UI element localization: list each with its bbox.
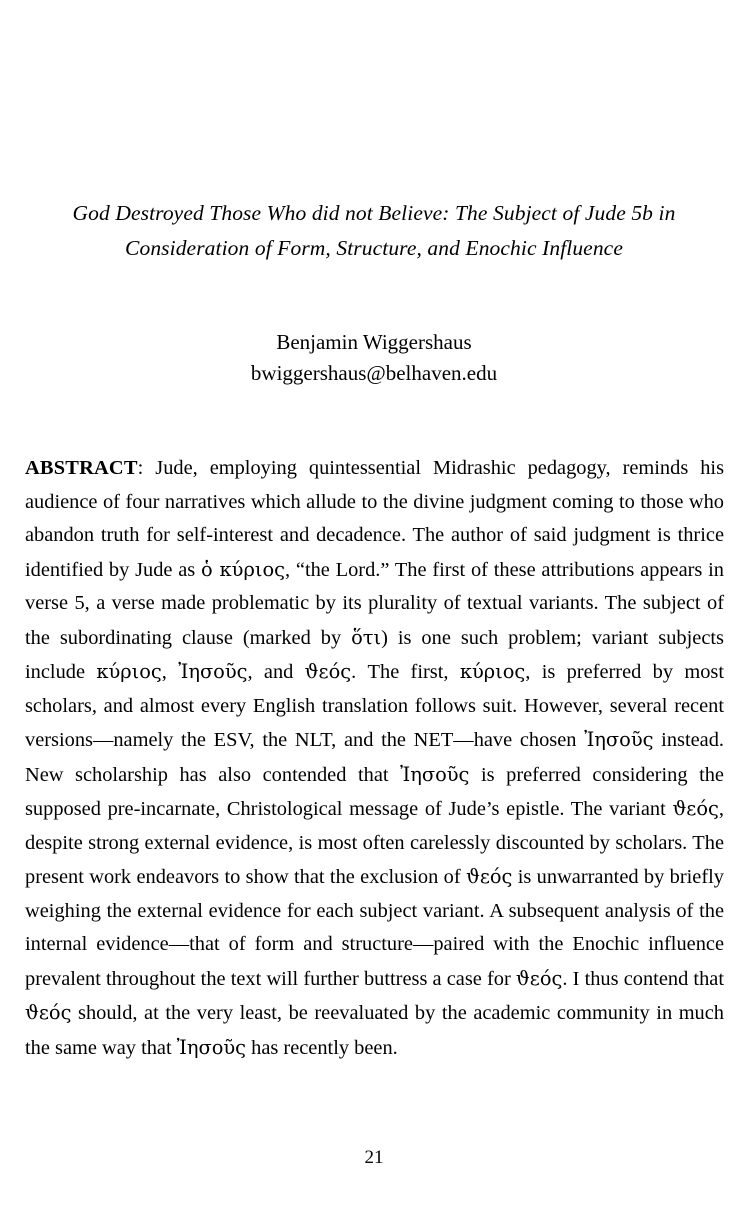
author-email: bwiggershaus@belhaven.edu bbox=[250, 361, 498, 385]
greek-term-kyrios-1: κύριος bbox=[96, 660, 162, 683]
abstract-text-6: . The first, bbox=[351, 661, 460, 683]
abstract-text-1: Jude, employing quintessential Midrashic pedagogy, reminds his audience of four narratives which allude to the divine judgment coming to those who abandon truth for self-interest and decadence. The author of said judgment is thrice identified by Jude as bbox=[25, 457, 725, 581]
greek-term-iesous-1: Ἰησοῦς bbox=[178, 660, 248, 683]
greek-term-iesous-3: Ἰησοῦς bbox=[400, 762, 470, 786]
abstract-text-13: should, at the very least, be reevaluated by the academic community in much the same way that bbox=[25, 1002, 724, 1059]
abstract-text-11: is unwarranted by briefly weighing the external evidence for each subject variant. A subsequent analysis of the internal evidence—that of form and structure—paired with the Enochic influence prevalent throughout the text will further buttress a case for bbox=[25, 866, 724, 990]
abstract-text-2: , “the Lord.” The first of these attributions appears in verse 5, a verse made problematic by its plurality of textual variants. The subject of the subordinating clause (marked by bbox=[25, 558, 724, 649]
abstract-section bbox=[25, 452, 724, 1065]
greek-term-iesous-2: Ἰησοῦς bbox=[584, 728, 654, 751]
abstract-text-3: ) is one such problem; variant subjects include bbox=[25, 626, 724, 683]
abstract-text-14: has recently been. bbox=[246, 1036, 398, 1059]
greek-term-kyrios-2: κύριος bbox=[459, 660, 526, 683]
abstract-label: ABSTRACT bbox=[25, 457, 138, 479]
greek-term-theos-3: ϑεός bbox=[465, 865, 513, 888]
greek-term-theos-2: ϑεός bbox=[672, 797, 719, 820]
author-block bbox=[25, 327, 723, 389]
greek-term-theos-1: ϑεός bbox=[304, 660, 352, 683]
greek-term-iesous-4: Ἰησοῦς bbox=[176, 1035, 247, 1059]
abstract-separator: : bbox=[137, 457, 156, 479]
abstract-text-8: instead. New scholarship has also contended that bbox=[25, 729, 725, 786]
greek-term-ho-kyrios: ὁ κύριος bbox=[201, 557, 286, 581]
abstract-text-7: , is preferred by most scholars, and almost every English translation follows suit. However, several recent versions—namely the ESV, the NLT, and the NET—have chosen bbox=[25, 661, 724, 751]
abstract-text-9: is preferred considering the supposed pre-incarnate, Christological message of Jude’s epistle. The variant bbox=[25, 763, 724, 820]
abstract-text-4: , bbox=[161, 661, 179, 683]
greek-term-theos-4: ϑεός bbox=[515, 966, 563, 990]
abstract-text-12: . I thus contend that bbox=[562, 967, 724, 990]
page-title bbox=[25, 196, 723, 266]
title-line-2: Consideration of Form, Structure, and Enochic Influence bbox=[125, 236, 623, 260]
page-number: 21 bbox=[364, 1147, 384, 1168]
title-line-1: God Destroyed Those Who did not Believe: The Subject of Jude 5b in bbox=[72, 201, 676, 225]
abstract-text-10: , despite strong external evidence, is most often carelessly discounted by scholars. The present work endeavors to show that the exclusion of bbox=[25, 798, 724, 888]
greek-term-theos-5: ϑεός bbox=[25, 1001, 72, 1024]
greek-term-hoti: ὅτι bbox=[351, 625, 382, 649]
abstract-text-5: , and bbox=[247, 661, 305, 683]
author-name: Benjamin Wiggershaus bbox=[276, 330, 472, 354]
abstract-paragraph bbox=[25, 452, 724, 1065]
